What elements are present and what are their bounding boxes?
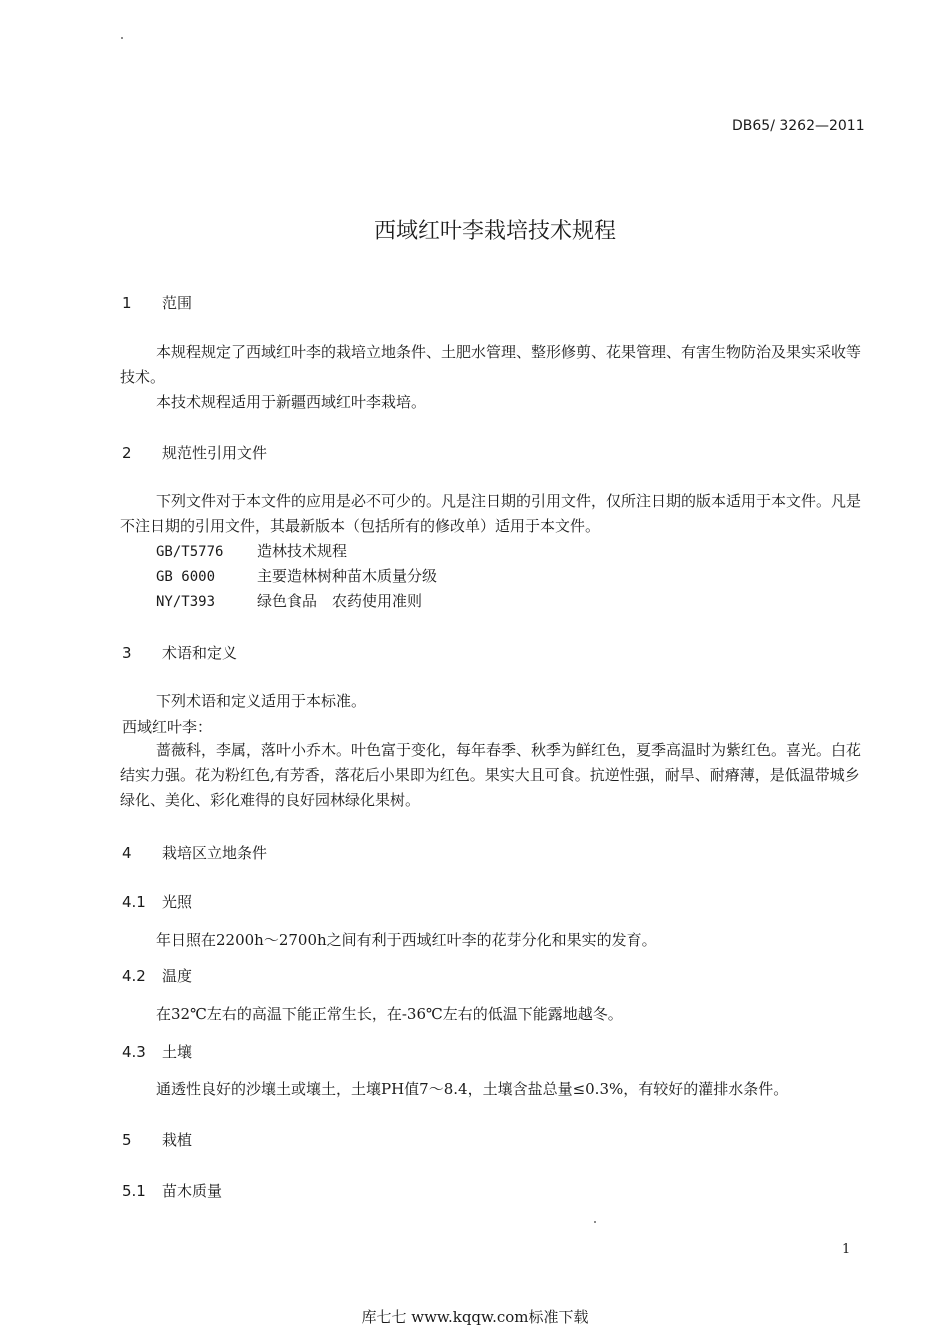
subsection-number: 4.3 — [122, 1043, 146, 1061]
reference-title: 造林技术规程 — [257, 542, 348, 560]
section-number: 5 — [122, 1131, 132, 1149]
section-number: 1 — [122, 294, 132, 312]
reference-item — [156, 539, 347, 565]
section-heading-1 — [122, 292, 192, 313]
section-number: 2 — [122, 444, 132, 462]
reference-code: GB 6000 — [156, 569, 216, 585]
paragraph: 下列术语和定义适用于本标准。 — [156, 692, 367, 710]
subsection-title: 土壤 — [162, 1043, 193, 1061]
section-title: 栽培区立地条件 — [162, 844, 268, 862]
page-title: 西域红叶李栽培技术规程 — [373, 219, 616, 244]
paragraph: 年日照在2200h～2700h之间有利于西域红叶李的花芽分化和果实的发育。 — [156, 931, 657, 949]
section-number: 4 — [122, 844, 132, 862]
reference-title: 主要造林树种苗木质量分级 — [257, 567, 438, 585]
section-heading-4 — [122, 842, 267, 863]
term-definition: 蔷薇科，李属，落叶小乔木。叶色富于变化，每年春季、秋季为鲜红色，夏季高温时为紫红色。喜光。白花结实力强。花为粉红色,有芳香，落花后小果即为红色。果实大且可食。抗逆性强，耐旱、耐瘠薄，是低温带城乡绿化、美化、彩化难得的良好园林绿化果树。 — [120, 741, 862, 809]
subsection-number: 5.1 — [122, 1182, 146, 1200]
section-heading-5 — [122, 1129, 192, 1150]
term-label: 西域红叶李： — [122, 718, 213, 736]
section-number: 3 — [122, 644, 132, 662]
subsection-number: 4.1 — [122, 893, 146, 911]
scan-speck — [594, 1221, 596, 1223]
subsection-number: 4.2 — [122, 967, 146, 985]
subsection-title: 光照 — [162, 893, 193, 911]
section-title: 术语和定义 — [162, 644, 238, 662]
section-heading-3 — [122, 642, 237, 663]
section-title: 栽植 — [162, 1131, 193, 1149]
subsection-heading-5-1 — [122, 1180, 222, 1201]
footer-watermark: 库七七 www.kqqw.com标准下载 — [361, 1308, 589, 1326]
reference-code: NY/T393 — [156, 594, 216, 610]
reference-item — [156, 589, 422, 615]
paragraph: 本技术规程适用于新疆西域红叶李栽培。 — [156, 393, 427, 411]
subsection-title: 苗木质量 — [162, 1182, 223, 1200]
paragraph: 下列文件对于本文件的应用是必不可少的。凡是注日期的引用文件，仅所注日期的版本适用于本文件。凡是不注日期的引用文件，其最新版本（包括所有的修改单）适用于本文件。 — [120, 492, 862, 535]
subsection-heading-4-3 — [122, 1041, 192, 1062]
page-number: 1 — [842, 1242, 851, 1257]
reference-code: GB/T5776 — [156, 544, 224, 560]
scan-speck — [121, 37, 123, 39]
reference-item — [156, 564, 437, 590]
subsection-heading-4-1 — [122, 891, 192, 912]
section-heading-2 — [122, 442, 267, 463]
document-id: DB65/ 3262—2011 — [732, 118, 865, 134]
subsection-title: 温度 — [162, 967, 193, 985]
paragraph: 本规程规定了西域红叶李的栽培立地条件、土肥水管理、整形修剪、花果管理、有害生物防治及果实采收等技术。 — [120, 343, 862, 386]
section-title: 范围 — [162, 294, 193, 312]
reference-title: 绿色食品 农药使用准则 — [257, 592, 423, 610]
section-title: 规范性引用文件 — [162, 444, 268, 462]
paragraph: 通透性良好的沙壤土或壤土，土壤PH值7～8.4，土壤含盐总量≤0.3%，有较好的灌排水条件。 — [156, 1080, 789, 1098]
subsection-heading-4-2 — [122, 965, 192, 986]
paragraph: 在32℃左右的高温下能正常生长，在-36℃左右的低温下能露地越冬。 — [156, 1005, 623, 1023]
